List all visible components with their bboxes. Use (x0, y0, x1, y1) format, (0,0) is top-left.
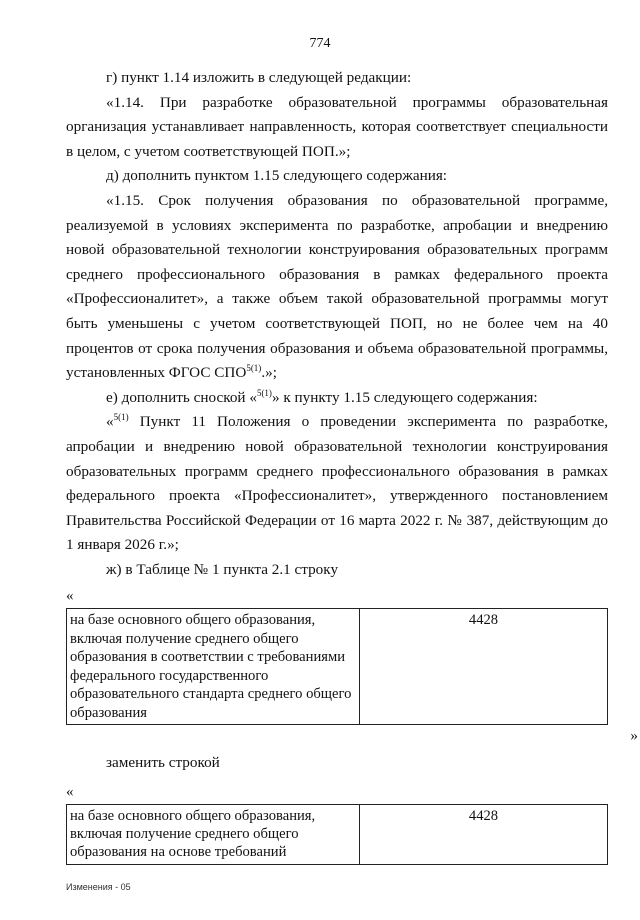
table-cell-value: 4428 (360, 804, 608, 864)
table-row (67, 804, 608, 864)
footnote-ref: 5(1) (113, 412, 129, 423)
paragraph-e-text (66, 410, 608, 558)
paragraph-g-intro: г) пункт 1.14 изложить в следующей редакции: (106, 69, 412, 86)
open-quote: « (66, 588, 74, 605)
e-text-quote: « (106, 413, 114, 431)
paragraph-replace-with: заменить строкой (106, 753, 220, 771)
e-intro-start: е) дополнить сноской « (106, 388, 257, 406)
d-text-main: «1.15. Срок получения образования по образовательной программе, реализуемой в условиях эксперимента по разработке, апробации и внедрению новой образовательной технологии конструирования образовательных программ среднего профессионального образования в рамках федерального проекта «Профессионалитет», а также объем такой образовательной программы могут быть уменьшены с учетом соответствующей ПОП, но не более чем на 40 процентов от срока получения образования и объема образовательной программы, установленных ФГОС СПО (66, 191, 608, 382)
close-quote: » (630, 726, 638, 744)
table-row (67, 609, 608, 724)
document-body (66, 66, 638, 865)
table-cell-description: на базе основного общего образования, включая получение среднего общего образования на основе требований (67, 804, 360, 864)
e-text-main: Пункт 11 Положения о проведении эксперимента по разработке, апробации и внедрению новой образовательной технологии конструирования образовательных программ среднего профессионального образования в рамках федерального проекта «Профессионалитет», утвержденного постановлением Правительства Российской Федерации от 16 марта 2022 г. № 387, действующим до 1 января 2026 г.»; (66, 413, 608, 554)
paragraph-e-intro (66, 386, 608, 411)
table-cell-value: 4428 (360, 609, 608, 724)
paragraph-d-text (66, 189, 608, 386)
table-old-row (66, 608, 608, 724)
page-number: 774 (309, 36, 331, 51)
table-new-row (66, 804, 608, 865)
footer-label: Изменения - 05 (66, 882, 131, 892)
footnote-ref: 5(1) (256, 387, 272, 398)
table-cell-description: на базе основного общего образования, включая получение среднего общего образования в соответствии с требованиями федерального государственного образовательного стандарта среднего общего образования (67, 609, 360, 724)
open-quote: « (66, 783, 74, 800)
paragraph-g-text: «1.14. При разработке образовательной программы образовательная организация устанавливает направленность, которая соответствует специальности в целом, с учетом соответствующей ПОП.»; (66, 93, 608, 160)
d-text-end: .»; (261, 364, 277, 382)
e-intro-end: » к пункту 1.15 следующего содержания: (271, 388, 538, 406)
footnote-ref: 5(1) (246, 363, 262, 374)
paragraph-zh-intro: ж) в Таблице № 1 пункта 2.1 строку (106, 560, 339, 578)
paragraph-d-intro: д) дополнить пунктом 1.15 следующего содержания: (106, 167, 448, 185)
